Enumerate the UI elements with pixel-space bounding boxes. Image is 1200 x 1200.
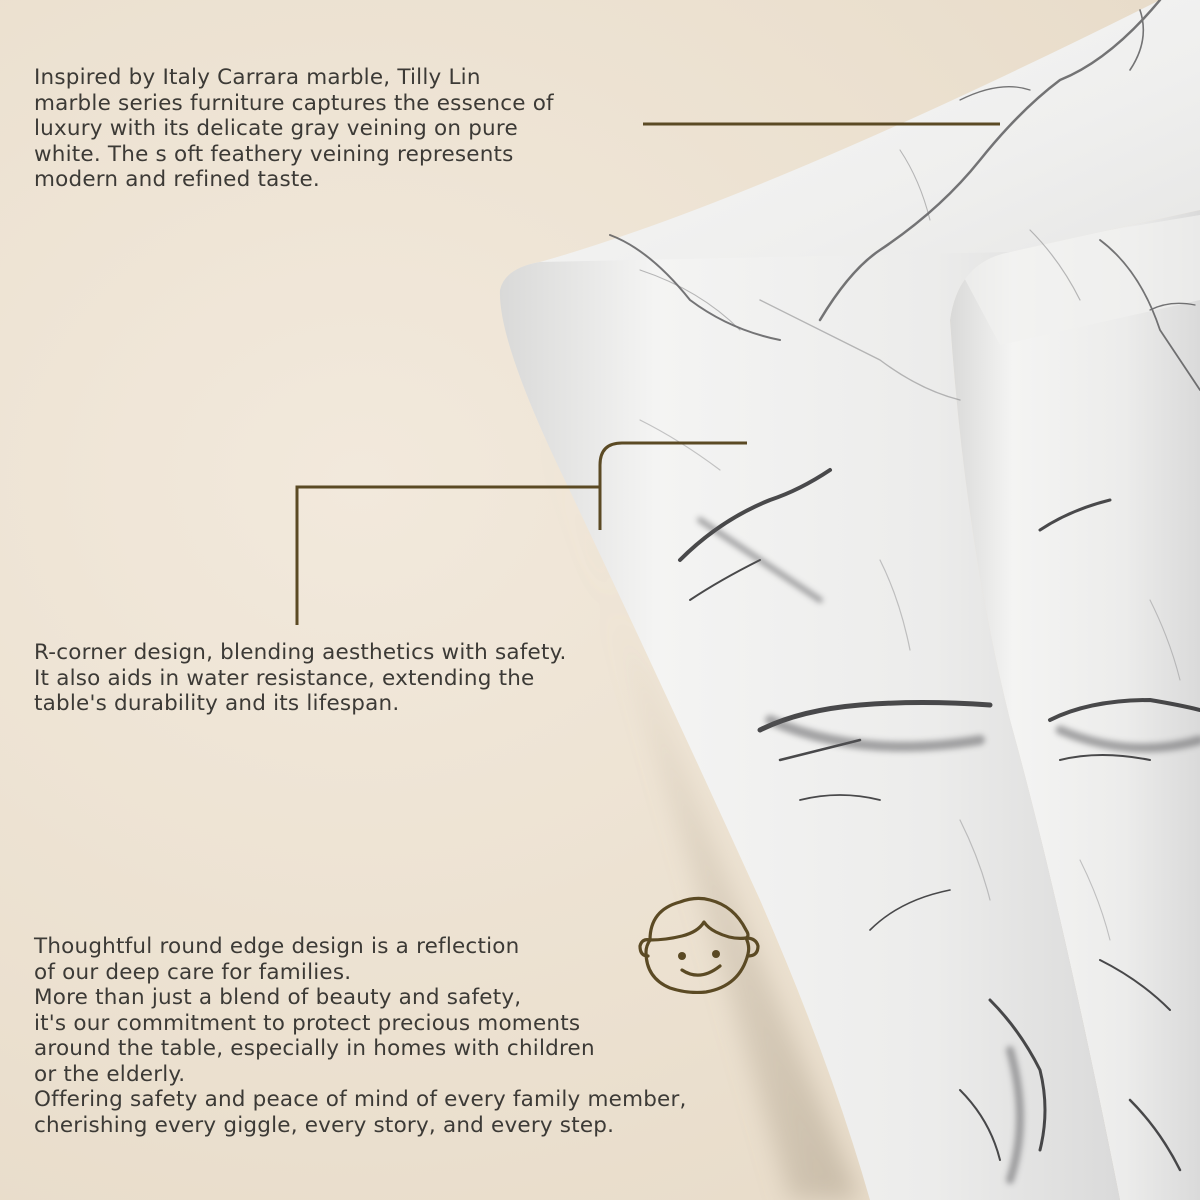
corner-description: R-corner design, blending aesthetics with safety. It also aids in water resistance, extending the table's durability and its lifespan. [34, 640, 567, 716]
child-face-icon [636, 890, 764, 994]
marble-description: Inspired by Italy Carrara marble, Tilly Lin marble series furniture captures the essence of luxury with its delicate gray veining on pure white. The s oft feathery veining represents modern and refined taste. [34, 65, 554, 192]
family-description: Thoughtful round edge design is a reflection of our deep care for families. More than just a blend of beauty and safety, it's our commitment to protect precious moments around the table, especially in homes with children or the elderly. Offering safety and peace of mind of every family member, cherishing every giggle, every story, and every step. [34, 934, 687, 1138]
